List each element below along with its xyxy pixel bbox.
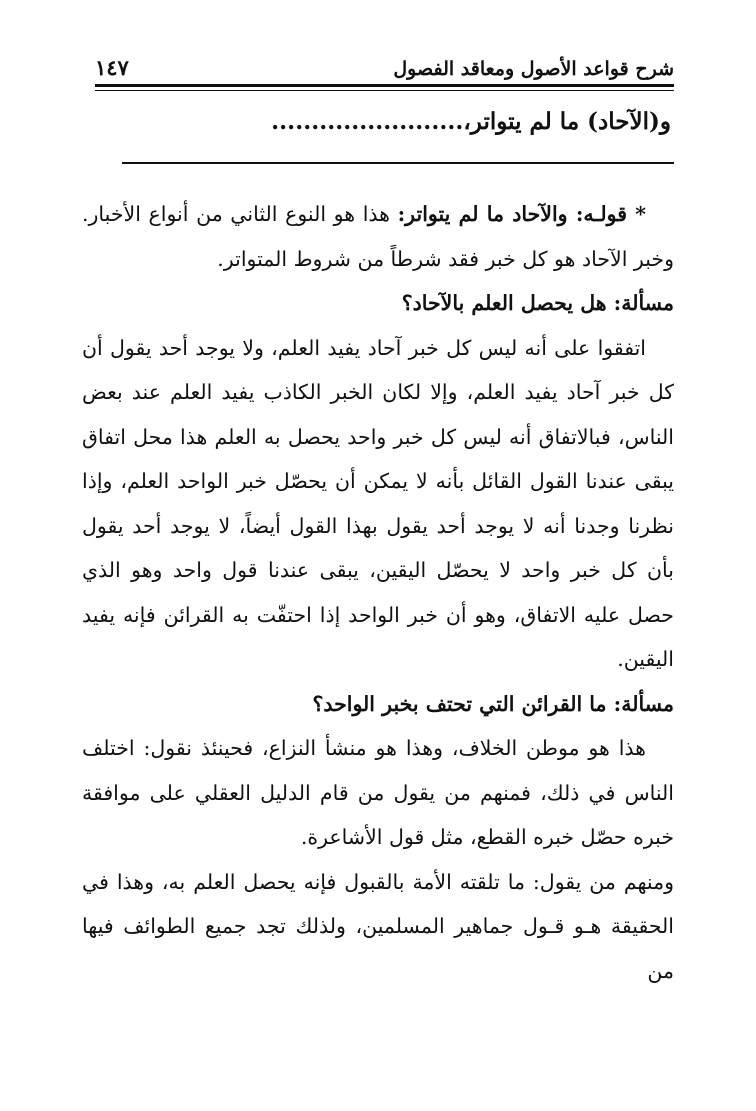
section-heading-1: مسألة: هل يحصل العلم بالآحاد؟ xyxy=(401,291,674,315)
running-header xyxy=(95,48,674,80)
commentary-body xyxy=(82,192,674,993)
section-heading-2: مسألة: ما القرائن التي تحتف بخبر الواحد؟ xyxy=(312,691,674,716)
paragraph-4: ومنهم من يقول: ما تلقته الأمة بالقبول فإنه يحصل العلم به، وهذا في الحقيقة هـو قـول جماهير المسلمين، ولذلك تجد جميع الطوائف فيها من xyxy=(82,869,674,983)
header-rule-thin xyxy=(95,90,674,91)
paragraph-3: هذا هو موطن الخلاف، وهذا هو منشأ النزاع، فحينئذ نقول: اختلف الناس في ذلك، فمنهم من يقول من قام الدليل العقلي على موافقة خبره حصّل خبره القطع، مثل قول الأشاعرة. xyxy=(82,736,674,849)
header-rule xyxy=(95,84,674,87)
paragraph-2: اتفقوا على أنه ليس كل خبر آحاد يفيد العلم، ولا يوجد أحد يقول أن كل خبر آحاد يفيد العلم، وإلا لكان الخبر الكاذب يفيد العلم عند بعض الناس، فبالاتفاق أنه ليس كل خبر واحد يحصل به العلم هذا محل اتفاق يبقى عندنا القول القائل بأنه لا يمكن أن يحصّل خبر الواحد العلم، وإذا نظرنا وجدنا أنه لا يوجد أحد يقول بهذا القول أيضاً، لا يوجد أحد يقول بأن كل خبر واحد لا يحصّل اليقين، يبقى عندنا قول واحد وهو الذي حصل عليه الاتفاق، وهو أن خبر الواحد إذا احتفّت به القرائن فإنه يفيد اليقين. xyxy=(82,335,674,671)
matn-divider xyxy=(122,162,674,164)
paragraph-lead: * قولـه: والآحاد ما لم يتواتر: xyxy=(397,202,646,226)
matn-text: و(الآحاد) ما لم يتواتر،........................ xyxy=(271,108,671,135)
page-number: ١٤٧ xyxy=(95,55,129,80)
running-title: شرح قواعد الأصول ومعاقد الفصول xyxy=(393,58,674,80)
paragraph-1 xyxy=(82,192,674,281)
paragraph-text: هذا هو النوع الثاني من أنواع الأخبار. وخبر الآحاد هو كل خبر فقد شرطاً من شروط المتواتر. xyxy=(82,202,674,271)
